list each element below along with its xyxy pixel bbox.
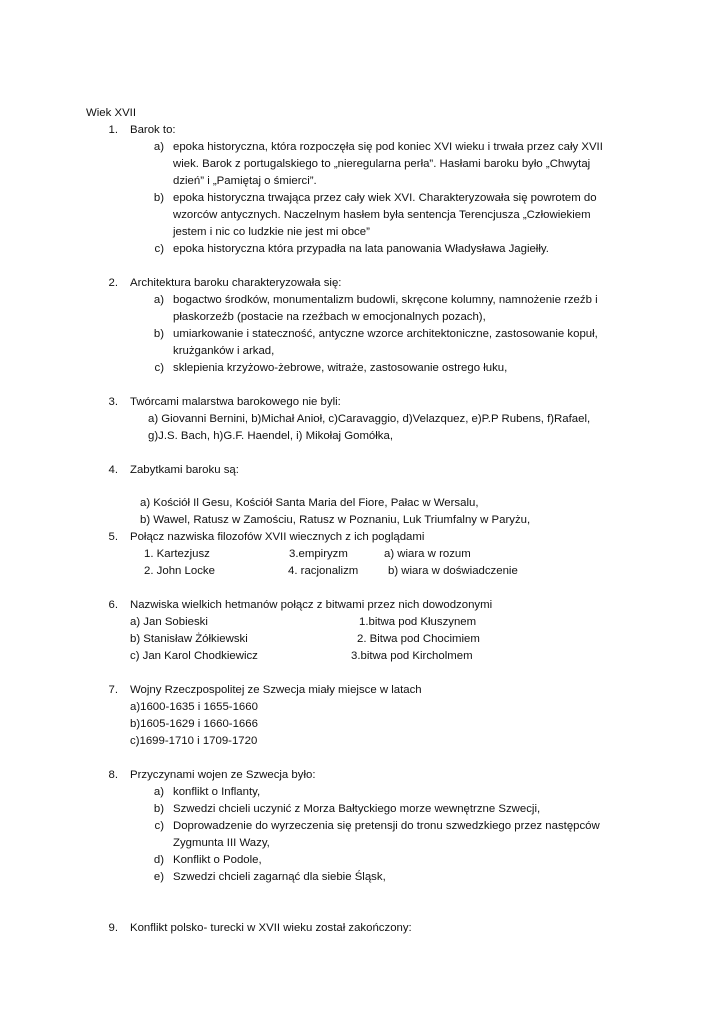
option-text: Szwedzi chcieli uczynić z Morza Bałtyckiego morze wewnętrzne Szwecji, bbox=[173, 803, 541, 815]
option-text: epoka historyczna która przypadła na lata panowania Władysława Jagiełły. bbox=[173, 243, 549, 255]
page-title: Wiek XVII bbox=[86, 107, 137, 119]
option-text: płaskorzeźb (postacie na rzeźbach w emocjonalnych pozach), bbox=[173, 311, 486, 323]
option-letter: b) bbox=[153, 192, 164, 204]
question-text: Wojny Rzeczpospolitej ze Szwecja miały miejsce w latach bbox=[130, 684, 422, 696]
option-text: konflikt o Inflanty, bbox=[173, 786, 261, 798]
option-text: umiarkowanie i stateczność, antyczne wzorce architektoniczne, zastosowanie kopuł, bbox=[173, 328, 598, 340]
option-letter: e) bbox=[153, 871, 164, 883]
question-number: 4. bbox=[108, 464, 118, 476]
question-number: 6. bbox=[108, 599, 118, 611]
philosopher: 2. John Locke bbox=[144, 565, 215, 577]
hetman-name: b) Stanisław Żółkiewski bbox=[130, 633, 248, 645]
option-text: sklepienia krzyżowo-żebrowe, witraże, zastosowanie ostrego łuku, bbox=[173, 362, 508, 374]
hetman-name: a) Jan Sobieski bbox=[130, 616, 208, 628]
question-text: Połącz nazwiska filozofów XVII wiecznych z ich poglądami bbox=[130, 531, 425, 543]
question-text: Przyczynami wojen ze Szwecja było: bbox=[130, 769, 316, 781]
battle-name: 3.bitwa pod Kircholmem bbox=[351, 650, 473, 662]
option-text: wzorców antycznych. Naczelnym hasłem była sentencja Terencjusza „Człowiekiem bbox=[173, 209, 591, 221]
battle-name: 1.bitwa pod Kłuszynem bbox=[359, 616, 477, 628]
option-text: jestem i nic co ludzkie nie jest mi obce” bbox=[173, 226, 370, 238]
question-text: Architektura baroku charakteryzowała się: bbox=[130, 277, 342, 289]
view-number: 4. racjonalizm bbox=[288, 565, 359, 577]
option-letter: c) bbox=[154, 820, 164, 832]
option-text: a)1600-1635 i 1655-1660 bbox=[130, 701, 258, 713]
option-letter: a) bbox=[153, 141, 164, 153]
option-text: wiek. Barok z portugalskiego to „nieregularna perła”. Hasłami baroku było „Chwytaj bbox=[173, 158, 591, 170]
option-text: Konflikt o Podole, bbox=[173, 854, 262, 866]
question-number: 2. bbox=[108, 277, 118, 289]
option-text: dzień” i „Pamiętaj o śmierci”. bbox=[173, 175, 317, 187]
question-number: 1. bbox=[108, 124, 118, 136]
option-text: a) Giovanni Bernini, b)Michał Anioł, c)Caravaggio, d)Velazquez, e)P.P Rubens, f)Rafael, bbox=[148, 413, 591, 425]
question-text: Nazwiska wielkich hetmanów połącz z bitwami przez nich dowodzonymi bbox=[130, 599, 493, 611]
question-number: 8. bbox=[108, 769, 118, 781]
option-letter: a) bbox=[153, 294, 164, 306]
option-letter: c) bbox=[154, 243, 164, 255]
option-text: c)1699-1710 i 1709-1720 bbox=[130, 735, 258, 747]
view-text: a) wiara w rozum bbox=[384, 548, 471, 560]
question-text: Zabytkami baroku są: bbox=[130, 464, 239, 476]
option-letter: b) bbox=[153, 803, 164, 815]
option-text: g)J.S. Bach, h)G.F. Haendel, i) Mikołaj Gomółka, bbox=[148, 430, 393, 442]
option-text: b) Wawel, Ratusz w Zamościu, Ratusz w Poznaniu, Luk Triumfalny w Paryżu, bbox=[140, 514, 531, 526]
question-text: Konflikt polsko- turecki w XVII wieku został zakończony: bbox=[130, 922, 412, 934]
battle-name: 2. Bitwa pod Chocimiem bbox=[357, 633, 480, 645]
option-text: epoka historyczna, która rozpoczęła się pod koniec XVI wieku i trwała przez cały XVII bbox=[173, 141, 603, 153]
option-text: Zygmunta III Wazy, bbox=[173, 837, 270, 849]
option-letter: a) bbox=[153, 786, 164, 798]
option-letter: b) bbox=[153, 328, 164, 340]
option-letter: d) bbox=[153, 854, 164, 866]
hetman-name: c) Jan Karol Chodkiewicz bbox=[130, 650, 258, 662]
option-text: Szwedzi chcieli zagarnąć dla siebie Śląsk, bbox=[173, 871, 386, 883]
option-text: a) Kościół Il Gesu, Kościół Santa Maria del Fiore, Pałac w Wersalu, bbox=[140, 497, 479, 509]
philosopher: 1. Kartezjusz bbox=[144, 548, 210, 560]
view-text: b) wiara w doświadczenie bbox=[388, 565, 518, 577]
question-number: 7. bbox=[108, 684, 118, 696]
option-text: epoka historyczna trwająca przez cały wiek XVI. Charakteryzowała się powrotem do bbox=[173, 192, 597, 204]
question-number: 9. bbox=[108, 922, 118, 934]
option-letter: c) bbox=[154, 362, 164, 374]
option-text: Doprowadzenie do wyrzeczenia się pretensji do tronu szwedzkiego przez następców bbox=[173, 820, 600, 832]
question-text: Barok to: bbox=[130, 124, 176, 136]
option-text: b)1605-1629 i 1660-1666 bbox=[130, 718, 258, 730]
question-number: 5. bbox=[108, 531, 118, 543]
question-number: 3. bbox=[108, 396, 118, 408]
option-text: krużganków i arkad, bbox=[173, 345, 275, 357]
question-text: Twórcami malarstwa barokowego nie byli: bbox=[130, 396, 341, 408]
view-number: 3.empiryzm bbox=[289, 548, 348, 560]
option-text: bogactwo środków, monumentalizm budowli, skręcone kolumny, namnożenie rzeźb i bbox=[173, 294, 598, 306]
